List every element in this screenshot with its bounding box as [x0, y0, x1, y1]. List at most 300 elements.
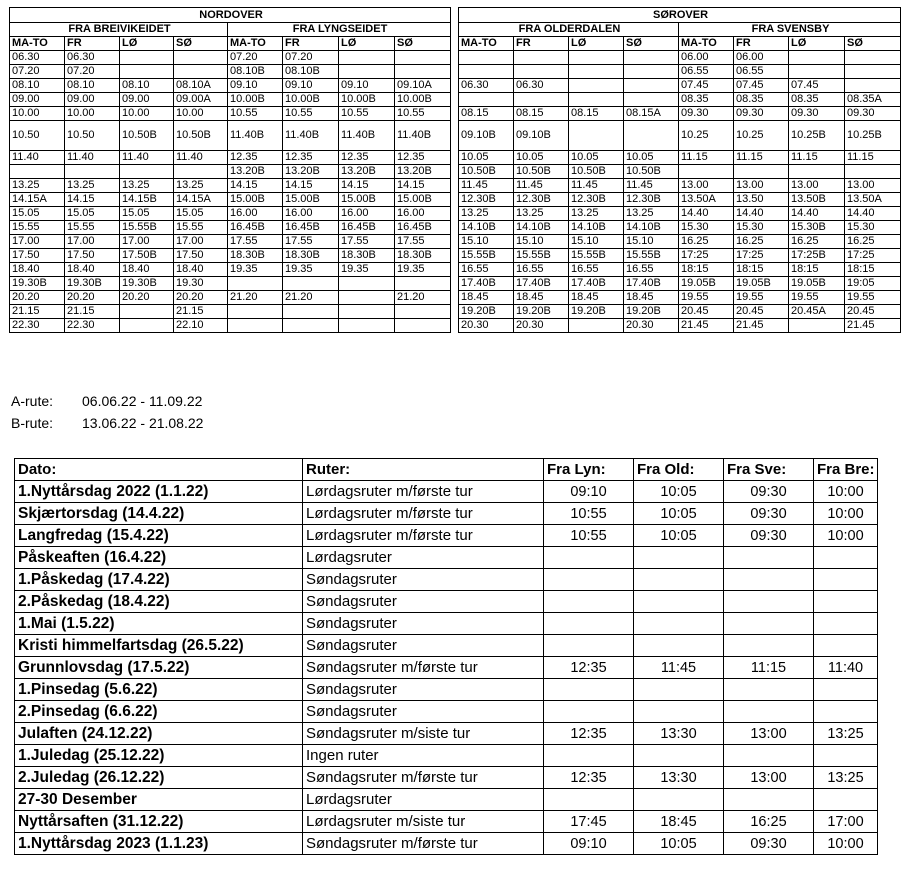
holiday-row: [15, 745, 878, 767]
sorover-time-cell: 20.30: [624, 319, 679, 333]
holiday-route: Lørdagsruter: [303, 789, 544, 811]
sorover-time-cell: 10.25B: [845, 121, 901, 151]
nordover-time-cell: 10.00B: [395, 93, 451, 107]
nordover-time-cell: 14.15: [228, 179, 283, 193]
sorover-time-cell: 13.25: [514, 207, 569, 221]
nordover-time-cell: 11.40: [174, 151, 228, 165]
sorover-time-cell: 06.00: [679, 51, 734, 65]
holiday-time: 17:45: [544, 811, 634, 833]
nordover-time-cell: 13.20B: [395, 165, 451, 179]
holiday-row: [15, 569, 878, 591]
sorover-time-cell: 10.25B: [789, 121, 845, 151]
holiday-column-header: Fra Bre:: [814, 459, 878, 481]
holiday-date: Julaften (24.12.22): [15, 723, 303, 745]
holiday-time: 09:30: [724, 833, 814, 855]
holiday-date: 2.Påskedag (18.4.22): [15, 591, 303, 613]
nordover-time-cell: [339, 291, 395, 305]
sorover-time-cell: 13.00: [734, 179, 789, 193]
route-a-period: 06.06.22 - 11.09.22: [82, 393, 203, 409]
holiday-route: Søndagsruter: [303, 701, 544, 723]
sorover-time-cell: 06.00: [734, 51, 789, 65]
sorover-time-cell: 13.50: [734, 193, 789, 207]
sorover-time-cell: 16.55: [624, 263, 679, 277]
nordover-row: [10, 263, 451, 277]
sorover-time-cell: 13.00: [679, 179, 734, 193]
sorover-time-cell: 18:15: [734, 263, 789, 277]
nordover-time-cell: 10.50: [10, 121, 65, 151]
holiday-row: [15, 833, 878, 855]
sorover-time-cell: 10.50B: [569, 165, 624, 179]
nordover-row: [10, 93, 451, 107]
nordover-time-cell: 17.00: [120, 235, 174, 249]
holiday-row: [15, 811, 878, 833]
sorover-time-cell: [624, 121, 679, 151]
nordover-time-cell: 15.00B: [339, 193, 395, 207]
holiday-date: 1.Påskedag (17.4.22): [15, 569, 303, 591]
nordover-time-cell: 18.40: [120, 263, 174, 277]
holiday-time: [724, 789, 814, 811]
nordover-time-cell: 13.20B: [283, 165, 339, 179]
holiday-time: [814, 569, 878, 591]
sorover-time-cell: 13.50B: [789, 193, 845, 207]
nordover-time-cell: 21.20: [395, 291, 451, 305]
sorover-time-cell: [459, 93, 514, 107]
holiday-time: 10:05: [634, 525, 724, 547]
sorover-row: [459, 277, 901, 291]
sorover-time-cell: 19.55: [845, 291, 901, 305]
sorover-time-cell: 09.30: [845, 107, 901, 121]
nordover-table: [9, 7, 451, 333]
nordover-time-cell: [395, 305, 451, 319]
sorover-time-cell: [569, 121, 624, 151]
sorover-day-header: MA-TO: [679, 37, 734, 51]
holiday-time: [544, 701, 634, 723]
nordover-time-cell: 19.35: [228, 263, 283, 277]
sorover-day-header: LØ: [789, 37, 845, 51]
sorover-time-cell: 14.10B: [624, 221, 679, 235]
nordover-day-header: LØ: [339, 37, 395, 51]
nordover-time-cell: [65, 165, 120, 179]
sorover-time-cell: [569, 51, 624, 65]
nordover-row: [10, 235, 451, 249]
sorover-time-cell: 19.20B: [514, 305, 569, 319]
sorover-time-cell: 10.05: [459, 151, 514, 165]
holiday-time: [634, 701, 724, 723]
nordover-day-header: SØ: [395, 37, 451, 51]
holiday-row: [15, 789, 878, 811]
nordover-time-cell: 11.40B: [395, 121, 451, 151]
nordover-time-cell: 09.10: [339, 79, 395, 93]
sorover-time-cell: [624, 65, 679, 79]
holiday-time: [814, 745, 878, 767]
sorover-time-cell: 12.30B: [624, 193, 679, 207]
nordover-time-cell: 15.55: [174, 221, 228, 235]
holiday-time: 10:55: [544, 525, 634, 547]
holiday-time: 11:40: [814, 657, 878, 679]
sorover-row: [459, 179, 901, 193]
nordover-day-header: FR: [65, 37, 120, 51]
sorover-time-cell: 13.50A: [845, 193, 901, 207]
nordover-row: [10, 249, 451, 263]
nordover-time-cell: 15.05: [65, 207, 120, 221]
holiday-time: [544, 679, 634, 701]
holiday-time: 13:25: [814, 767, 878, 789]
nordover-time-cell: 18.30B: [228, 249, 283, 263]
holiday-time: 17:00: [814, 811, 878, 833]
sorover-time-cell: 15.10: [459, 235, 514, 249]
sorover-time-cell: 11.15: [679, 151, 734, 165]
nordover-time-cell: 19.30: [174, 277, 228, 291]
nordover-time-cell: 11.40B: [228, 121, 283, 151]
nordover-time-cell: 15.05: [10, 207, 65, 221]
nordover-time-cell: 21.15: [10, 305, 65, 319]
nordover-time-cell: 15.55: [65, 221, 120, 235]
holiday-time: [544, 635, 634, 657]
group-olderdalen: FRA OLDERDALEN: [459, 23, 679, 37]
route-b-label: B-rute:: [11, 415, 54, 431]
holiday-route: Lørdagsruter m/første tur: [303, 503, 544, 525]
sorover-time-cell: 11.15: [734, 151, 789, 165]
sorover-time-cell: 15.55B: [459, 249, 514, 263]
holiday-time: [544, 569, 634, 591]
sorover-time-cell: [734, 165, 789, 179]
sorover-row: [459, 193, 901, 207]
sorover-time-cell: 19.55: [679, 291, 734, 305]
holiday-time: [724, 701, 814, 723]
sorover-time-cell: [624, 79, 679, 93]
nordover-time-cell: 21.20: [228, 291, 283, 305]
sorover-time-cell: 21.45: [679, 319, 734, 333]
nordover-time-cell: 09.00A: [174, 93, 228, 107]
sorover-row: [459, 65, 901, 79]
holiday-route: Lørdagsruter m/første tur: [303, 525, 544, 547]
sorover-time-cell: 19.05B: [679, 277, 734, 291]
holiday-column-header: Fra Old:: [634, 459, 724, 481]
sorover-time-cell: [514, 65, 569, 79]
route-legend: [11, 390, 203, 434]
holiday-row: [15, 657, 878, 679]
nordover-time-cell: 10.00: [120, 107, 174, 121]
nordover-time-cell: 19.30B: [10, 277, 65, 291]
sorover-time-cell: 09.10B: [514, 121, 569, 151]
nordover-time-cell: 16.45B: [339, 221, 395, 235]
nordover-time-cell: 08.10: [10, 79, 65, 93]
holiday-column-header: Fra Sve:: [724, 459, 814, 481]
holiday-route: Lørdagsruter: [303, 547, 544, 569]
sorover-time-cell: 14.40: [845, 207, 901, 221]
group-svensby: FRA SVENSBY: [679, 23, 901, 37]
sorover-time-cell: 18:15: [845, 263, 901, 277]
holiday-time: [724, 547, 814, 569]
sorover-time-cell: 13.50A: [679, 193, 734, 207]
nordover-time-cell: [174, 51, 228, 65]
sorover-row: [459, 305, 901, 319]
holiday-route: Søndagsruter m/siste tur: [303, 723, 544, 745]
sorover-time-cell: 19.20B: [624, 305, 679, 319]
holiday-time: [634, 613, 724, 635]
sorover-title: SØROVER: [459, 8, 901, 23]
sorover-time-cell: [789, 65, 845, 79]
sorover-time-cell: 14.10B: [514, 221, 569, 235]
holiday-time: [634, 569, 724, 591]
sorover-time-cell: [789, 51, 845, 65]
nordover-row: [10, 65, 451, 79]
holiday-date: Påskeaften (16.4.22): [15, 547, 303, 569]
holiday-time: 16:25: [724, 811, 814, 833]
holiday-time: [634, 679, 724, 701]
holiday-time: [544, 745, 634, 767]
nordover-time-cell: 06.30: [10, 51, 65, 65]
holiday-time: 18:45: [634, 811, 724, 833]
holiday-time: [544, 789, 634, 811]
nordover-time-cell: [283, 319, 339, 333]
nordover-time-cell: 12.35: [395, 151, 451, 165]
sorover-time-cell: 17:25: [734, 249, 789, 263]
nordover-time-cell: 16.00: [283, 207, 339, 221]
nordover-time-cell: 09.10A: [395, 79, 451, 93]
nordover-time-cell: 18.30B: [395, 249, 451, 263]
sorover-row: [459, 51, 901, 65]
nordover-time-cell: 10.50: [65, 121, 120, 151]
sorover-time-cell: 20.45A: [789, 305, 845, 319]
sorover-time-cell: [569, 79, 624, 93]
sorover-time-cell: 16.55: [569, 263, 624, 277]
sorover-time-cell: 09.30: [789, 107, 845, 121]
holiday-time: 09:30: [724, 481, 814, 503]
sorover-time-cell: 10.50B: [514, 165, 569, 179]
sorover-time-cell: [845, 51, 901, 65]
sorover-time-cell: 18:15: [789, 263, 845, 277]
sorover-time-cell: 19.55: [789, 291, 845, 305]
holiday-time: 09:30: [724, 503, 814, 525]
sorover-time-cell: 18.45: [569, 291, 624, 305]
sorover-time-cell: 09.30: [679, 107, 734, 121]
nordover-time-cell: 17.55: [339, 235, 395, 249]
holiday-row: [15, 591, 878, 613]
holiday-route: Søndagsruter: [303, 591, 544, 613]
sorover-time-cell: 19:05: [845, 277, 901, 291]
nordover-time-cell: 15.55: [10, 221, 65, 235]
sorover-time-cell: 13.00: [845, 179, 901, 193]
sorover-time-cell: 17:25: [845, 249, 901, 263]
nordover-time-cell: 10.00: [10, 107, 65, 121]
sorover-day-header: FR: [514, 37, 569, 51]
holiday-route: Søndagsruter: [303, 679, 544, 701]
holiday-time: [814, 613, 878, 635]
sorover-time-cell: 15.55B: [514, 249, 569, 263]
nordover-time-cell: 19.30B: [65, 277, 120, 291]
sorover-time-cell: 15.30: [734, 221, 789, 235]
sorover-time-cell: 20.45: [679, 305, 734, 319]
nordover-time-cell: 15.00B: [228, 193, 283, 207]
sorover-row: [459, 319, 901, 333]
sorover-table: [458, 7, 901, 333]
sorover-row: [459, 151, 901, 165]
sorover-time-cell: [514, 93, 569, 107]
sorover-time-cell: 16.25: [679, 235, 734, 249]
sorover-time-cell: [789, 319, 845, 333]
nordover-time-cell: 07.20: [65, 65, 120, 79]
sorover-time-cell: 13.00: [789, 179, 845, 193]
nordover-time-cell: [339, 65, 395, 79]
holiday-route: Søndagsruter: [303, 613, 544, 635]
holiday-column-header: Dato:: [15, 459, 303, 481]
nordover-time-cell: [339, 305, 395, 319]
sorover-time-cell: 15.55B: [569, 249, 624, 263]
sorover-time-cell: 10.25: [734, 121, 789, 151]
holiday-time: 09:10: [544, 833, 634, 855]
nordover-time-cell: 20.20: [174, 291, 228, 305]
nordover-time-cell: [174, 65, 228, 79]
sorover-time-cell: 19.05B: [734, 277, 789, 291]
holiday-date: 2.Pinsedag (6.6.22): [15, 701, 303, 723]
holiday-time: 13:30: [634, 723, 724, 745]
nordover-time-cell: 17.55: [395, 235, 451, 249]
holiday-date: 1.Pinsedag (5.6.22): [15, 679, 303, 701]
nordover-time-cell: 10.55: [283, 107, 339, 121]
holiday-date: 27-30 Desember: [15, 789, 303, 811]
sorover-time-cell: 12.30B: [569, 193, 624, 207]
holiday-time: [814, 547, 878, 569]
sorover-row: [459, 291, 901, 305]
nordover-row: [10, 207, 451, 221]
holiday-time: 10:00: [814, 525, 878, 547]
nordover-row: [10, 151, 451, 165]
nordover-time-cell: 14.15A: [174, 193, 228, 207]
sorover-time-cell: 16.25: [734, 235, 789, 249]
nordover-time-cell: 10.55: [228, 107, 283, 121]
nordover-time-cell: 11.40B: [283, 121, 339, 151]
nordover-time-cell: [120, 305, 174, 319]
holiday-time: 12:35: [544, 723, 634, 745]
holiday-row: [15, 547, 878, 569]
nordover-time-cell: 19.30B: [120, 277, 174, 291]
sorover-time-cell: 06.30: [514, 79, 569, 93]
nordover-time-cell: 17.00: [65, 235, 120, 249]
nordover-time-cell: 08.10B: [228, 65, 283, 79]
sorover-day-header: SØ: [624, 37, 679, 51]
nordover-time-cell: 07.20: [228, 51, 283, 65]
nordover-time-cell: 17.50: [10, 249, 65, 263]
nordover-day-header: LØ: [120, 37, 174, 51]
nordover-time-cell: 16.45B: [228, 221, 283, 235]
sorover-time-cell: 13.25: [459, 207, 514, 221]
nordover-time-cell: 18.40: [174, 263, 228, 277]
holiday-time: [724, 591, 814, 613]
nordover-time-cell: 15.05: [174, 207, 228, 221]
nordover-time-cell: 22.10: [174, 319, 228, 333]
nordover-time-cell: 13.25: [65, 179, 120, 193]
sorover-time-cell: 06.55: [679, 65, 734, 79]
sorover-time-cell: 18.45: [459, 291, 514, 305]
holiday-route: Søndagsruter m/første tur: [303, 833, 544, 855]
sorover-time-cell: 07.45: [679, 79, 734, 93]
nordover-row: [10, 319, 451, 333]
holiday-time: 12:35: [544, 767, 634, 789]
holiday-column-header: Ruter:: [303, 459, 544, 481]
sorover-time-cell: 15.10: [514, 235, 569, 249]
nordover-time-cell: 10.50B: [174, 121, 228, 151]
nordover-time-cell: [395, 277, 451, 291]
route-b: [11, 412, 203, 434]
holiday-time: 10:00: [814, 481, 878, 503]
holiday-route: Søndagsruter: [303, 569, 544, 591]
sorover-time-cell: [845, 65, 901, 79]
holiday-date: 2.Juledag (26.12.22): [15, 767, 303, 789]
sorover-time-cell: 11.45: [459, 179, 514, 193]
nordover-time-cell: 19.35: [283, 263, 339, 277]
nordover-time-cell: 16.45B: [395, 221, 451, 235]
nordover-row: [10, 277, 451, 291]
holiday-time: [724, 679, 814, 701]
sorover-time-cell: 08.35: [789, 93, 845, 107]
sorover-time-cell: 11.15: [845, 151, 901, 165]
nordover-time-cell: 09.10: [283, 79, 339, 93]
nordover-time-cell: 18.40: [65, 263, 120, 277]
sorover-time-cell: 14.40: [789, 207, 845, 221]
sorover-time-cell: 08.35: [679, 93, 734, 107]
holiday-route: Lørdagsruter m/første tur: [303, 481, 544, 503]
nordover-time-cell: 13.20B: [228, 165, 283, 179]
sorover-time-cell: 20.30: [459, 319, 514, 333]
holiday-time: [544, 613, 634, 635]
holiday-row: [15, 613, 878, 635]
nordover-time-cell: 16.00: [395, 207, 451, 221]
sorover-time-cell: 12.30B: [459, 193, 514, 207]
sorover-time-cell: 14.10B: [569, 221, 624, 235]
nordover-time-cell: 19.35: [395, 263, 451, 277]
nordover-time-cell: 15.00B: [395, 193, 451, 207]
nordover-row: [10, 221, 451, 235]
sorover-time-cell: [569, 93, 624, 107]
route-a: [11, 390, 203, 412]
nordover-time-cell: 18.30B: [283, 249, 339, 263]
sorover-time-cell: 21.45: [734, 319, 789, 333]
nordover-time-cell: 13.25: [120, 179, 174, 193]
nordover-time-cell: 18.30B: [339, 249, 395, 263]
holiday-time: 09:30: [724, 525, 814, 547]
nordover-row: [10, 107, 451, 121]
sorover-time-cell: [845, 79, 901, 93]
sorover-time-cell: 18:15: [679, 263, 734, 277]
group-breivikeidet: FRA BREIVIKEIDET: [10, 23, 228, 37]
sorover-time-cell: 13.25: [624, 207, 679, 221]
sorover-time-cell: 10.05: [514, 151, 569, 165]
route-b-period: 13.06.22 - 21.08.22: [82, 415, 204, 431]
sorover-row: [459, 93, 901, 107]
holiday-column-header: Fra Lyn:: [544, 459, 634, 481]
sorover-time-cell: 06.30: [459, 79, 514, 93]
nordover-time-cell: 10.55: [339, 107, 395, 121]
nordover-time-cell: 14.15B: [120, 193, 174, 207]
nordover-time-cell: 10.00B: [339, 93, 395, 107]
nordover-time-cell: 11.40: [120, 151, 174, 165]
holiday-row: [15, 503, 878, 525]
nordover-time-cell: 16.45B: [283, 221, 339, 235]
sorover-time-cell: 21.45: [845, 319, 901, 333]
holiday-date: Grunnlovsdag (17.5.22): [15, 657, 303, 679]
holiday-time: [724, 569, 814, 591]
holiday-route: Lørdagsruter m/siste tur: [303, 811, 544, 833]
sorover-row: [459, 263, 901, 277]
nordover-time-cell: 20.20: [10, 291, 65, 305]
nordover-time-cell: 20.20: [65, 291, 120, 305]
sorover-time-cell: 07.45: [789, 79, 845, 93]
nordover-time-cell: [339, 51, 395, 65]
holiday-date: Nyttårsaften (31.12.22): [15, 811, 303, 833]
nordover-day-header: MA-TO: [228, 37, 283, 51]
sorover-time-cell: 11.45: [514, 179, 569, 193]
